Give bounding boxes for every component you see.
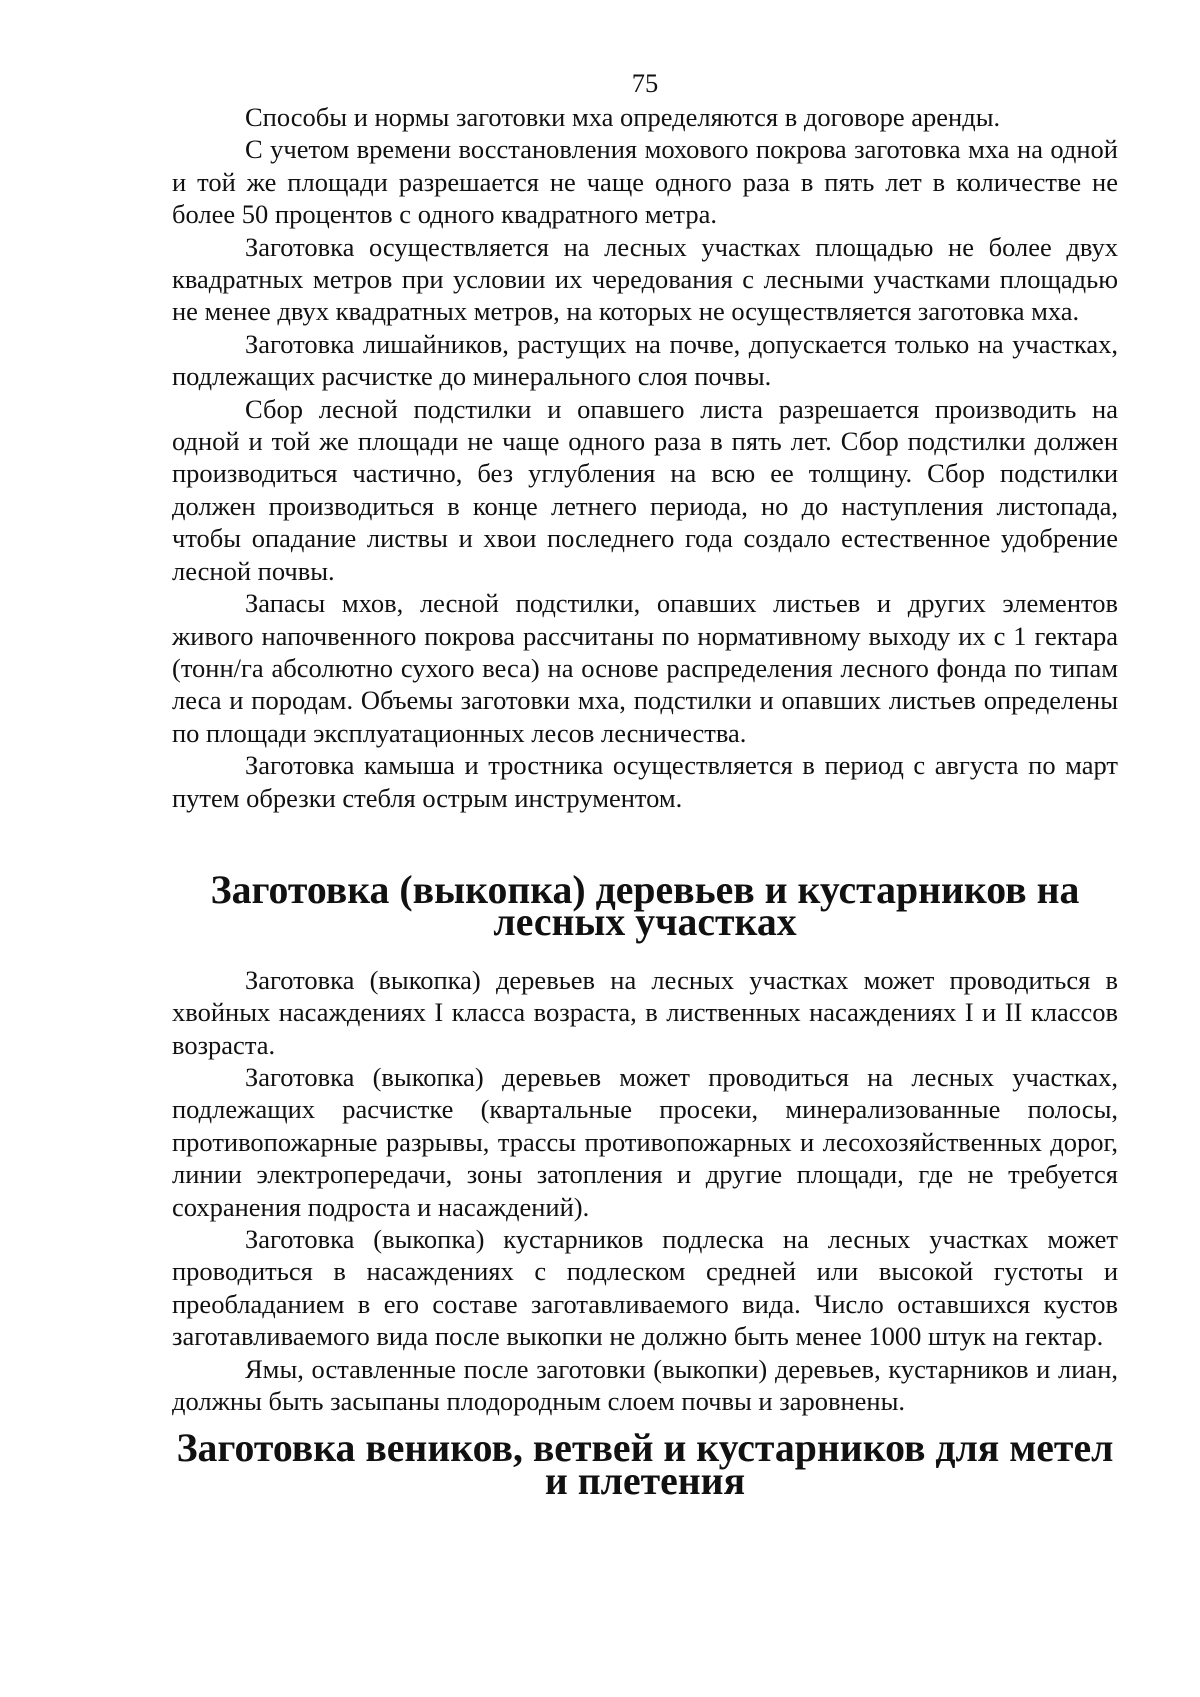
paragraph: Запасы мхов, лесной подстилки, опавших листьев и других элементов живого напочвенного покрова рассчитаны по нормативному выходу их с 1 гектара (тонн/га абсолютно сухого веса) на основе распределения лесного фонда по типам леса и породам. Объемы заготовки мха, подстилки и опавших листьев определены по площади эксплуатационных лесов лесничества.: [172, 588, 1118, 748]
paragraph: Заготовка (выкопка) деревьев на лесных участках может проводиться в хвойных насаждениях I класса возраста, в лиственных насаждениях I и II классов возраста.: [172, 964, 1118, 1060]
paragraph: Ямы, оставленные после заготовки (выкопки) деревьев, кустарников и лиан, должны быть засыпаны плодородным слоем почвы и заровнены.: [172, 1353, 1118, 1417]
paragraph: Заготовка (выкопка) деревьев может проводиться на лесных участках, подлежащих расчистке (квартальные просеки, минерализованные полосы, противопожарные разрывы, трассы противопожарных и лесохозяйственных дорог, линии электропередачи, зоны затопления и другие площади, где не требуется сохранения подроста и насаждений).: [172, 1061, 1118, 1222]
section-moss-harvesting: [172, 101, 1118, 814]
section-heading: Заготовка (выкопка) деревьев и кустарников на лесных участках: [210, 867, 1080, 945]
paragraph: Заготовка осуществляется на лесных участках площадью не более двух квадратных метров при условии их чередования с лесными участками площадью не менее двух квадратных метров, на которых не осуществляется заготовка мха.: [172, 231, 1118, 327]
paragraph: С учетом времени восстановления мохового покрова заготовка мха на одной и той же площади разрешается не чаще одного раза в пять лет в количестве не более 50 процентов с одного квадратного метра.: [172, 134, 1118, 230]
section-tree-digging: [172, 964, 1118, 1418]
paragraph: Заготовка (выкопка) кустарников подлеска на лесных участках может проводиться в насаждениях с подлеском средней или высокой густоты и преобладанием в его составе заготавливаемого вида. Число оставшихся кустов заготавливаемого вида после выкопки не должно быть менее 1000 штук на гектар.: [172, 1224, 1118, 1352]
paragraph: Заготовка камыша и тростника осуществляется в период с августа по март путем обрезки стебля острым инструментом.: [172, 750, 1118, 813]
document-page: [172, 66, 1118, 1503]
paragraph: Сбор лесной подстилки и опавшего листа разрешается производить на одной и той же площади не чаще одного раза в пять лет. Сбор подстилки должен производиться частично, без углубления на всю ее толщину. Сбор подстилки должен производиться в конце летнего периода, но до наступления листопада, чтобы опадание листвы и хвои последнего года создало естественное удобрение лесной почвы.: [172, 393, 1118, 586]
paragraph: Способы и нормы заготовки мха определяются в договоре аренды.: [245, 102, 1001, 132]
page-number: 75: [631, 68, 659, 98]
section-heading: Заготовка веников, ветвей и кустарников для метел и плетения: [176, 1426, 1114, 1503]
paragraph: Заготовка лишайников, растущих на почве, допускается только на участках, подлежащих расчистке до минерального слоя почвы.: [172, 328, 1118, 392]
